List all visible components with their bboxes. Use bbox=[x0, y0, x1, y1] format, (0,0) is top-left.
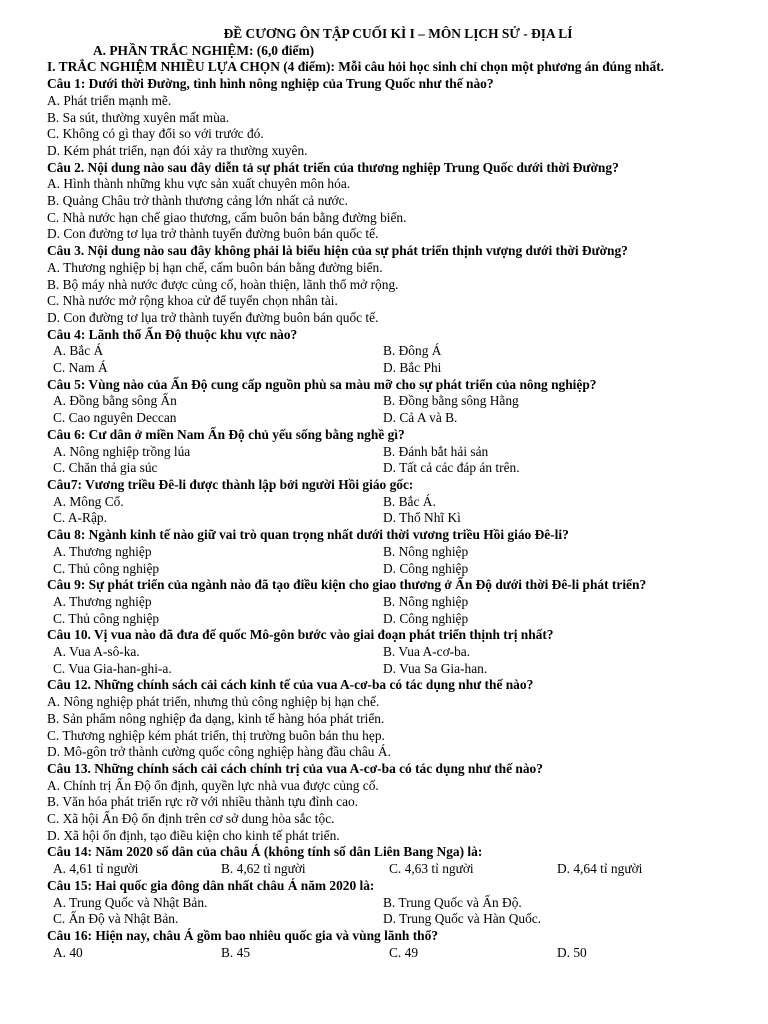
question-1-option-a: A. Phát triển mạnh mẽ. bbox=[47, 92, 172, 108]
question-9-option-b: B. Nông nghiệp bbox=[383, 593, 469, 609]
question-4-options-row-2 bbox=[47, 360, 727, 377]
question-9-options-row-2 bbox=[47, 611, 727, 628]
question-7-option-b: B. Bắc Á. bbox=[383, 493, 436, 509]
document-page bbox=[47, 26, 727, 961]
question-7-options-row-1 bbox=[47, 494, 727, 511]
question-10-options-row-2 bbox=[47, 661, 727, 678]
question-7-option-a: A. Mông Cổ. bbox=[53, 493, 124, 509]
question-9-options-row-1 bbox=[47, 594, 727, 611]
question-2-option-a: A. Hình thành những khu vực sản xuất chuyên môn hóa. bbox=[47, 176, 351, 192]
question-16-option-b: B. 45 bbox=[221, 944, 251, 960]
question-5-option-c: C. Cao nguyên Deccan bbox=[53, 410, 177, 426]
question-10-options-row-1 bbox=[47, 644, 727, 661]
question-9: Câu 9: Sự phát triển của ngành nào đã tạo điều kiện cho giao thương ở Ấn Độ dưới thời Đê-li phát triển? bbox=[47, 577, 647, 593]
question-1-option-c: C. Không có gì thay đổi so với trước đó. bbox=[47, 126, 264, 142]
question-2-option-c: C. Nhà nước hạn chế giao thương, cấm buôn bán bằng đường biển. bbox=[47, 209, 407, 225]
question-14-option-b: B. 4,62 tỉ người bbox=[221, 861, 306, 877]
question-15-option-b: B. Trung Quốc và Ấn Độ. bbox=[383, 894, 522, 910]
question-12-option-d: D. Mô-gôn trở thành cường quốc công nghiệp hàng đầu châu Á. bbox=[47, 744, 391, 760]
question-2: Câu 2. Nội dung nào sau đây diễn tả sự phát triển của thương nghiệp Trung Quốc dưới thời Đường? bbox=[47, 159, 619, 175]
question-14-option-d: D. 4,64 tỉ người bbox=[557, 861, 643, 877]
question-15-option-a: A. Trung Quốc và Nhật Bản. bbox=[53, 894, 208, 910]
question-13-option-a: A. Chính trị Ấn Độ ổn định, quyền lực nhà vua được củng cố. bbox=[47, 777, 379, 793]
section-heading: A. PHẦN TRẮC NGHIỆM: (6,0 điểm) bbox=[93, 42, 315, 58]
question-7-option-c: C. A-Rập. bbox=[53, 510, 107, 526]
question-8-options-row-2 bbox=[47, 561, 727, 578]
question-2-option-b: B. Quảng Châu trở thành thương cảng lớn nhất cả nước. bbox=[47, 193, 348, 209]
question-4-option-a: A. Bắc Á bbox=[53, 343, 104, 359]
question-2-option-d: D. Con đường tơ lụa trở thành tuyến đường buôn bán quốc tế. bbox=[47, 226, 379, 242]
question-12-option-c: C. Thương nghiệp kém phát triển, thị trường buôn bán thu hẹp. bbox=[47, 727, 385, 743]
question-9-option-d: D. Công nghiệp bbox=[383, 610, 469, 626]
document-title: ĐỀ CƯƠNG ÔN TẬP CUỐI KÌ I – MÔN LỊCH SỬ - ĐỊA LÍ bbox=[223, 26, 573, 41]
question-4-option-c: C. Nam Á bbox=[53, 360, 108, 376]
question-16: Câu 16: Hiện nay, châu Á gồm bao nhiêu quốc gia và vùng lãnh thổ? bbox=[47, 927, 439, 943]
question-16-option-c: C. 49 bbox=[389, 944, 419, 960]
question-5-option-b: B. Đồng bằng sông Hằng bbox=[383, 393, 519, 409]
question-12-option-b: B. Sản phẩm nông nghiệp đa dạng, kinh tế hàng hóa phát triển. bbox=[47, 710, 385, 726]
question-16-option-d: D. 50 bbox=[557, 944, 587, 960]
question-15-option-d: D. Trung Quốc và Hàn Quốc. bbox=[383, 911, 542, 927]
question-12: Câu 12. Những chính sách cải cách kinh tế của vua A-cơ-ba có tác dụng như thế nào? bbox=[47, 677, 534, 693]
question-8: Câu 8: Ngành kinh tế nào giữ vai trò quan trọng nhất dưới thời vương triều Hồi giáo Đê-li? bbox=[47, 527, 569, 543]
question-4: Câu 4: Lãnh thổ Ấn Độ thuộc khu vực nào? bbox=[47, 326, 298, 342]
question-15-options-row-1 bbox=[47, 895, 727, 912]
question-1: Câu 1: Dưới thời Đường, tình hình nông nghiệp của Trung Quốc như thế nào? bbox=[47, 76, 494, 92]
question-15-options-row-2 bbox=[47, 911, 727, 928]
question-5: Câu 5: Vùng nào của Ấn Độ cung cấp nguồn phù sa màu mỡ cho sự phát triển của nông nghiệp? bbox=[47, 376, 597, 392]
question-10: Câu 10. Vị vua nào đã đưa đế quốc Mô-gôn bước vào giai đoạn phát triển thịnh trị nhất? bbox=[47, 627, 554, 643]
question-5-option-d: D. Cả A và B. bbox=[383, 410, 458, 426]
question-4-options-row-1 bbox=[47, 343, 727, 360]
question-6: Câu 6: Cư dân ở miền Nam Ấn Độ chủ yếu sống bằng nghề gì? bbox=[47, 426, 405, 442]
question-6-option-a: A. Nông nghiệp trồng lúa bbox=[53, 443, 191, 459]
question-12-option-a: A. Nông nghiệp phát triển, nhưng thủ công nghiệp bị hạn chế. bbox=[47, 694, 380, 710]
question-6-option-d: D. Tất cả các đáp án trên. bbox=[383, 460, 520, 476]
question-9-option-c: C. Thủ công nghiệp bbox=[53, 610, 160, 626]
question-5-options-row-2 bbox=[47, 410, 727, 427]
question-1-option-b: B. Sa sút, thường xuyên mất mùa. bbox=[47, 109, 230, 125]
question-6-options-row-2 bbox=[47, 460, 727, 477]
question-7-options-row-2 bbox=[47, 510, 727, 527]
question-3: Câu 3. Nội dung nào sau đây không phải là biểu hiện của sự phát triển thịnh vượng dưới thời Đường? bbox=[47, 243, 628, 259]
question-14-options-row bbox=[47, 861, 727, 878]
question-8-option-b: B. Nông nghiệp bbox=[383, 543, 469, 559]
question-4-option-b: B. Đông Á bbox=[383, 343, 442, 359]
question-3-option-b: B. Bộ máy nhà nước được củng cố, hoàn thiện, lãnh thổ mở rộng. bbox=[47, 276, 399, 292]
question-9-option-a: A. Thương nghiệp bbox=[53, 593, 152, 609]
question-6-option-c: C. Chăn thả gia súc bbox=[53, 460, 158, 476]
question-10-option-b: B. Vua A-cơ-ba. bbox=[383, 644, 471, 660]
question-7-option-d: D. Thổ Nhĩ Kì bbox=[383, 510, 461, 526]
question-6-options-row-1 bbox=[47, 444, 727, 461]
question-8-option-c: C. Thủ công nghiệp bbox=[53, 560, 160, 576]
question-6-option-b: B. Đánh bắt hải sản bbox=[383, 443, 489, 459]
question-13: Câu 13. Những chính sách cải cách chính trị của vua A-cơ-ba có tác dụng như thế nào? bbox=[47, 760, 543, 776]
question-4-option-d: D. Bắc Phi bbox=[383, 360, 442, 376]
question-15: Câu 15: Hai quốc gia đông dân nhất châu Á năm 2020 là: bbox=[47, 877, 375, 893]
question-1-option-d: D. Kém phát triển, nạn đói xảy ra thường xuyên. bbox=[47, 142, 308, 158]
question-16-options-row bbox=[47, 945, 727, 962]
question-14-option-c: C. 4,63 tỉ người bbox=[389, 861, 474, 877]
question-16-option-a: A. 40 bbox=[53, 944, 83, 960]
question-14: Câu 14: Năm 2020 số dân của châu Á (không tính số dân Liên Bang Nga) là: bbox=[47, 844, 483, 860]
question-7: Câu7: Vương triều Đê-li được thành lập bởi người Hồi giáo gốc: bbox=[47, 476, 414, 492]
question-14-option-a: A. 4,61 tỉ người bbox=[53, 861, 139, 877]
question-13-option-d: D. Xã hội ổn định, tạo điều kiện cho kinh tế phát triển. bbox=[47, 827, 340, 843]
question-3-option-a: A. Thương nghiệp bị hạn chế, cấm buôn bán bằng đường biển. bbox=[47, 259, 383, 275]
question-13-option-c: C. Xã hội Ấn Độ ổn định trên cơ sở dung hòa sắc tộc. bbox=[47, 811, 335, 827]
question-10-option-d: D. Vua Sa Gia-han. bbox=[383, 660, 488, 676]
question-8-options-row-1 bbox=[47, 544, 727, 561]
question-3-option-c: C. Nhà nước mở rộng khoa cử để tuyển chọn nhân tài. bbox=[47, 293, 338, 309]
question-10-option-a: A. Vua A-sô-ka. bbox=[53, 644, 140, 660]
question-10-option-c: C. Vua Gia-han-ghi-a. bbox=[53, 660, 172, 676]
part-heading: I. TRẮC NGHIỆM NHIỀU LỰA CHỌN (4 điểm): Mỗi câu hỏi học sinh chỉ chọn một phương án đúng nhất. bbox=[47, 59, 665, 75]
question-15-option-c: C. Ấn Độ và Nhật Bản. bbox=[53, 911, 179, 927]
question-8-option-a: A. Thương nghiệp bbox=[53, 543, 152, 559]
question-3-option-d: D. Con đường tơ lụa trở thành tuyến đường buôn bán quốc tế. bbox=[47, 309, 379, 325]
question-13-option-b: B. Văn hóa phát triển rực rỡ với nhiều thành tựu đỉnh cao. bbox=[47, 794, 359, 810]
question-8-option-d: D. Công nghiệp bbox=[383, 560, 469, 576]
question-5-options-row-1 bbox=[47, 393, 727, 410]
question-5-option-a: A. Đồng bằng sông Ấn bbox=[53, 393, 177, 409]
